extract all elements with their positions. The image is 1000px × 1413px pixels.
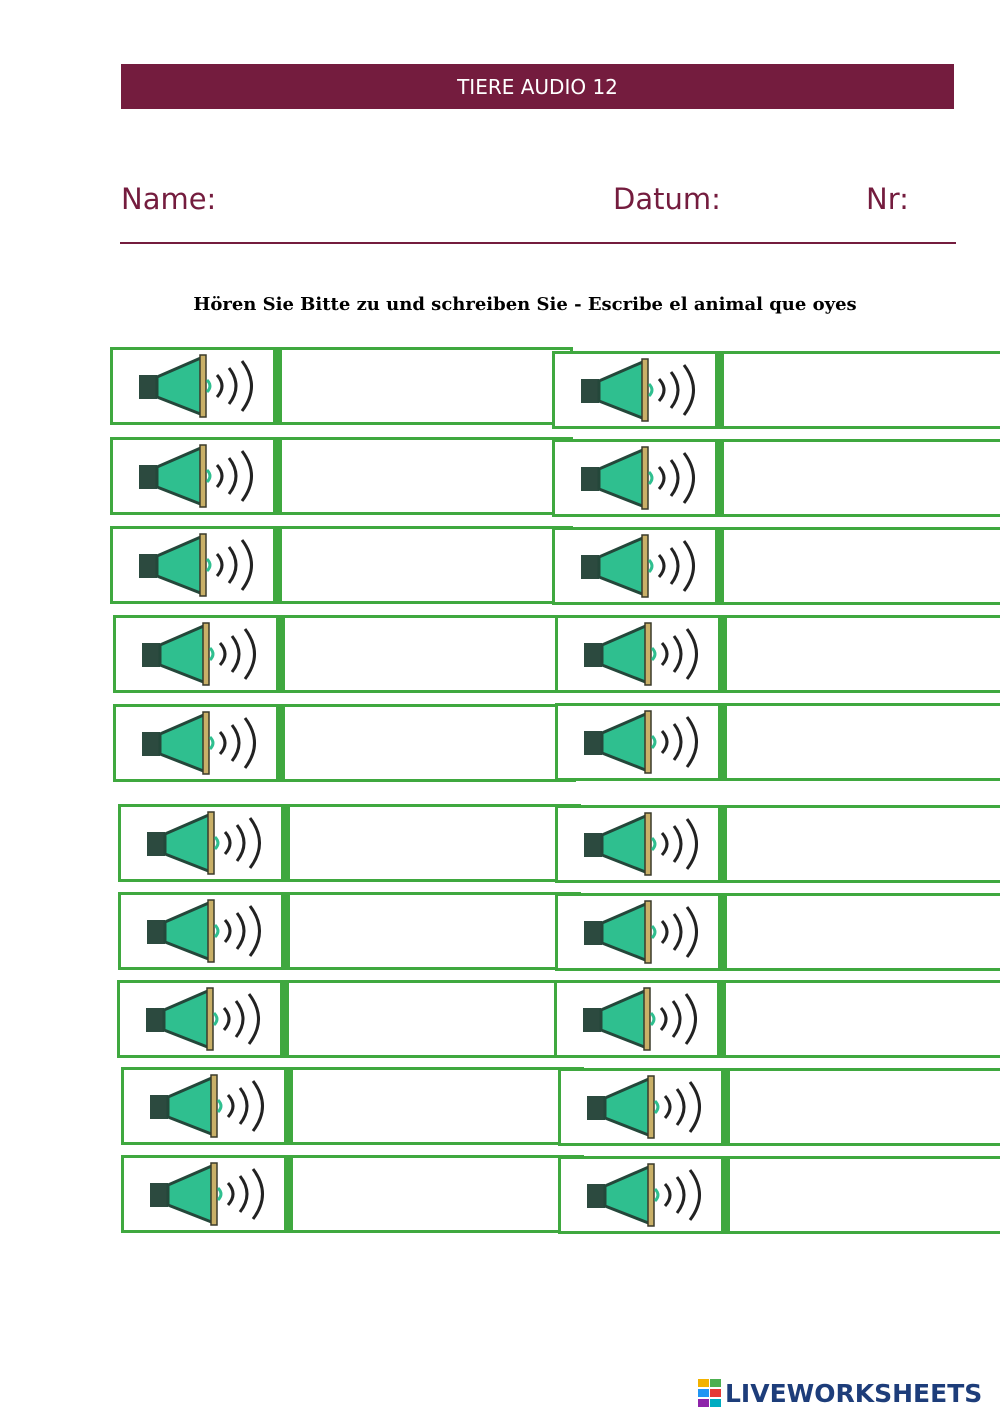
speaker-icon	[138, 710, 276, 776]
audio-item-row	[555, 893, 965, 971]
play-audio-button[interactable]	[555, 703, 721, 781]
liveworksheets-logo-icon	[698, 1379, 722, 1407]
speaker-icon	[579, 986, 717, 1052]
header-divider	[120, 242, 956, 244]
play-audio-button[interactable]	[552, 439, 718, 517]
play-audio-button[interactable]	[118, 804, 284, 882]
answer-input[interactable]	[279, 704, 576, 782]
answer-input[interactable]	[283, 980, 580, 1058]
speaker-icon	[580, 709, 718, 775]
speaker-icon	[146, 1073, 284, 1139]
answer-input[interactable]	[276, 526, 573, 604]
speaker-icon	[135, 443, 273, 509]
answer-input[interactable]	[718, 439, 1000, 517]
play-audio-button[interactable]	[118, 892, 284, 970]
play-audio-button[interactable]	[113, 615, 279, 693]
audio-item-row	[113, 704, 523, 782]
audio-item-row	[555, 805, 965, 883]
speaker-icon	[577, 533, 715, 599]
audio-item-row	[554, 980, 964, 1058]
audio-item-row	[117, 980, 527, 1058]
play-audio-button[interactable]	[110, 347, 276, 425]
answer-input[interactable]	[287, 1067, 584, 1145]
audio-item-row	[558, 1068, 968, 1146]
speaker-icon	[143, 898, 281, 964]
answer-input[interactable]	[279, 615, 576, 693]
audio-item-row	[110, 347, 520, 425]
answer-input[interactable]	[276, 437, 573, 515]
answer-input[interactable]	[284, 892, 581, 970]
liveworksheets-brand[interactable]	[698, 1376, 982, 1410]
audio-item-row	[555, 703, 965, 781]
answer-input[interactable]	[721, 805, 1000, 883]
play-audio-button[interactable]	[110, 526, 276, 604]
play-audio-button[interactable]	[554, 980, 720, 1058]
audio-item-row	[552, 351, 962, 429]
speaker-icon	[143, 810, 281, 876]
play-audio-button[interactable]	[558, 1156, 724, 1234]
audio-item-row	[110, 526, 520, 604]
speaker-icon	[580, 899, 718, 965]
speaker-icon	[577, 357, 715, 423]
play-audio-button[interactable]	[121, 1155, 287, 1233]
play-audio-button[interactable]	[555, 805, 721, 883]
play-audio-button[interactable]	[552, 527, 718, 605]
answer-input[interactable]	[718, 527, 1000, 605]
speaker-icon	[135, 532, 273, 598]
answer-input[interactable]	[720, 980, 1000, 1058]
speaker-icon	[142, 986, 280, 1052]
audio-item-row	[113, 615, 523, 693]
speaker-icon	[138, 621, 276, 687]
speaker-icon	[577, 445, 715, 511]
brand-text: LIVEWORKSHEETS	[725, 1378, 983, 1408]
answer-input[interactable]	[284, 804, 581, 882]
worksheet-title-bar	[121, 64, 954, 109]
speaker-icon	[580, 811, 718, 877]
audio-item-row	[121, 1155, 531, 1233]
answer-input[interactable]	[724, 1068, 1000, 1146]
answer-input[interactable]	[718, 351, 1000, 429]
audio-item-row	[118, 892, 528, 970]
play-audio-button[interactable]	[558, 1068, 724, 1146]
answer-input[interactable]	[276, 347, 573, 425]
audio-item-row	[558, 1156, 968, 1234]
audio-item-row	[121, 1067, 531, 1145]
speaker-icon	[583, 1162, 721, 1228]
answer-input[interactable]	[721, 615, 1000, 693]
date-label: Datum:	[613, 182, 721, 216]
answer-input[interactable]	[721, 893, 1000, 971]
play-audio-button[interactable]	[555, 615, 721, 693]
play-audio-button[interactable]	[552, 351, 718, 429]
worksheet-title: TIERE AUDIO 12	[457, 74, 618, 99]
play-audio-button[interactable]	[117, 980, 283, 1058]
answer-input[interactable]	[724, 1156, 1000, 1234]
answer-input[interactable]	[287, 1155, 584, 1233]
speaker-icon	[146, 1161, 284, 1227]
play-audio-button[interactable]	[555, 893, 721, 971]
speaker-icon	[580, 621, 718, 687]
number-label: Nr:	[866, 182, 909, 216]
audio-item-row	[110, 437, 520, 515]
audio-item-row	[552, 527, 962, 605]
answer-input[interactable]	[721, 703, 1000, 781]
audio-item-row	[555, 615, 965, 693]
play-audio-button[interactable]	[113, 704, 279, 782]
speaker-icon	[583, 1074, 721, 1140]
name-label: Name:	[121, 182, 217, 216]
play-audio-button[interactable]	[110, 437, 276, 515]
play-audio-button[interactable]	[121, 1067, 287, 1145]
audio-item-row	[552, 439, 962, 517]
speaker-icon	[135, 353, 273, 419]
instruction-text: Hören Sie Bitte zu und schreiben Sie - Escribe el animal que oyes	[193, 294, 857, 315]
audio-item-row	[118, 804, 528, 882]
